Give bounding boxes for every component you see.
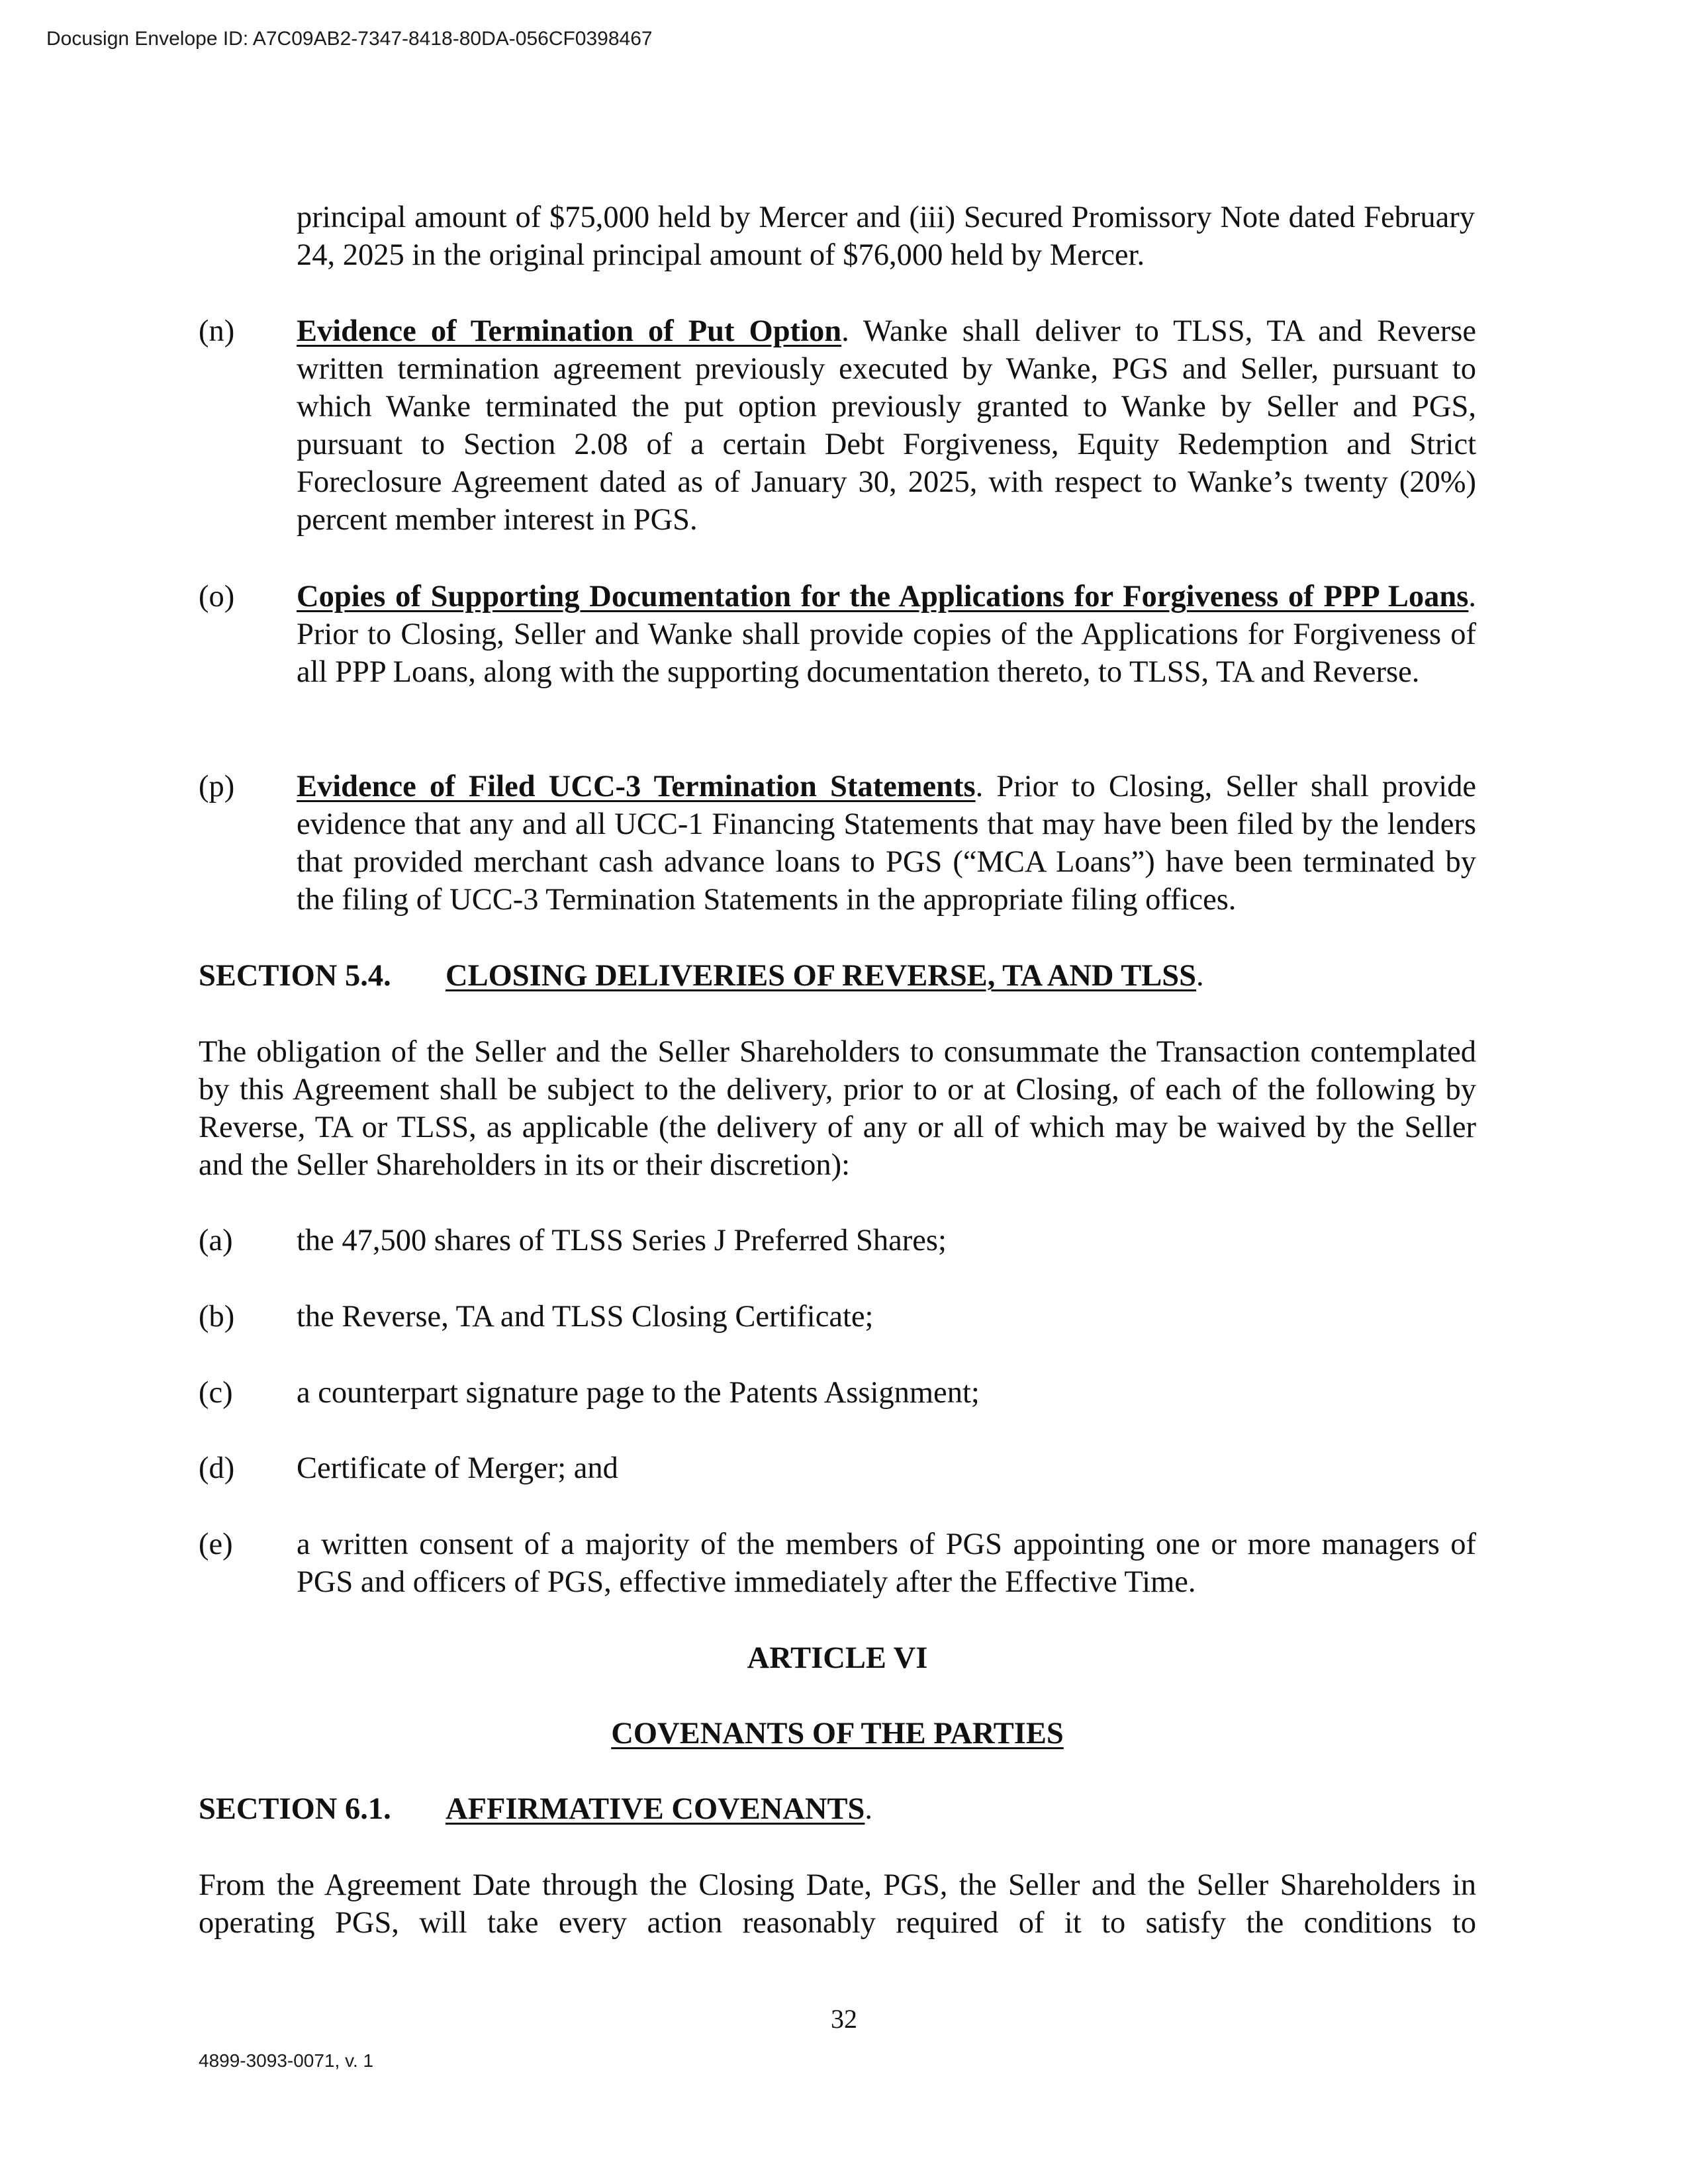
article-title xyxy=(199,1715,1476,1752)
item-label: (b) xyxy=(199,1300,235,1334)
docusign-envelope-id: Docusign Envelope ID: A7C09AB2-7347-8418-80DA-056CF0398467 xyxy=(46,28,653,50)
section-number: SECTION 6.1. xyxy=(199,1792,391,1826)
section-title xyxy=(445,1790,872,1828)
item-label: (c) xyxy=(199,1376,233,1410)
item-heading: Evidence of Termination of Put Option xyxy=(297,314,842,348)
item-text: the Reverse, TA and TLSS Closing Certificate; xyxy=(297,1300,874,1334)
section-number: SECTION 5.4. xyxy=(199,959,391,993)
item-body xyxy=(297,578,1476,691)
item-body xyxy=(297,312,1476,539)
item-label: (d) xyxy=(199,1451,235,1485)
item-heading: Evidence of Filed UCC-3 Termination Statements xyxy=(297,770,976,803)
item-text: a counterpart signature page to the Patents Assignment; xyxy=(297,1376,980,1410)
item-label: (e) xyxy=(199,1527,233,1561)
section-6-1-paragraph: From the Agreement Date through the Closing Date, PGS, the Seller and the Seller Shareholders in operating PGS, will take every action reasonably required of it to satisfy the conditions to xyxy=(199,1868,1476,1940)
item-label: (a) xyxy=(199,1224,233,1257)
continuation-paragraph: principal amount of $75,000 held by Mercer and (iii) Secured Promissory Note dated February 24, 2025 in the original principal amount of $76,000 held by Mercer. xyxy=(297,201,1475,272)
article-title-text: COVENANTS OF THE PARTIES xyxy=(611,1717,1064,1751)
item-heading: Copies of Supporting Documentation for the Applications for Forgiveness of PPP Loans xyxy=(297,580,1469,614)
item-label: (n) xyxy=(199,314,235,348)
item-text: . Prior to Closing, Seller and Wanke shall provide copies of the Applications for Forgiveness of all PPP Loans, along with the supporting documentation thereto, to TLSS, TA and Reverse. xyxy=(297,580,1476,689)
item-text: a written consent of a majority of the members of PGS appointing one or more managers of PGS and officers of PGS, effective immediately after the Effective Time. xyxy=(297,1527,1476,1599)
item-text: Certificate of Merger; and xyxy=(297,1451,618,1485)
section-title-text: CLOSING DELIVERIES OF REVERSE, TA AND TLSS xyxy=(445,959,1197,993)
item-text: . Wanke shall deliver to TLSS, TA and Reverse written termination agreement previously executed by Wanke, PGS and Seller, pursuant to which Wanke terminated the put option previously granted to Wanke by Seller and PGS, pursuant to Section 2.08 of a certain Debt Forgiveness, Equity Redemption and Strict Foreclosure Agreement dated as of January 30, 2025, with respect to Wanke’s twenty (20%) percent member interest in PGS. xyxy=(297,314,1476,537)
section-title-period: . xyxy=(1196,959,1204,993)
item-label: (o) xyxy=(199,580,235,614)
document-id: 4899-3093-0071, v. 1 xyxy=(199,2050,374,2071)
section-title-period: . xyxy=(865,1792,873,1826)
section-title-text: AFFIRMATIVE COVENANTS xyxy=(445,1792,865,1826)
item-body xyxy=(297,768,1476,919)
section-title xyxy=(445,957,1204,995)
section-5-4-intro: The obligation of the Seller and the Seller Shareholders to consummate the Transaction contemplated by this Agreement shall be subject to the delivery, prior to or at Closing, of each of the following by Reverse, TA or TLSS, as applicable (the delivery of any or all of which may be waived by the Seller and the Seller Shareholders in its or their discretion): xyxy=(199,1035,1476,1182)
item-text: . Prior to Closing, Seller shall provide evidence that any and all UCC-1 Financing Statements that may have been filed by the lenders that provided merchant cash advance loans to PGS (“MCA Loans”) have been terminated by the filing of UCC-3 Termination Statements in the appropriate filing offices. xyxy=(297,770,1477,917)
article-number: ARTICLE VI xyxy=(747,1641,928,1675)
page-number: 32 xyxy=(831,2004,857,2034)
item-text: the 47,500 shares of TLSS Series J Preferred Shares; xyxy=(297,1224,947,1257)
item-label: (p) xyxy=(199,770,235,803)
